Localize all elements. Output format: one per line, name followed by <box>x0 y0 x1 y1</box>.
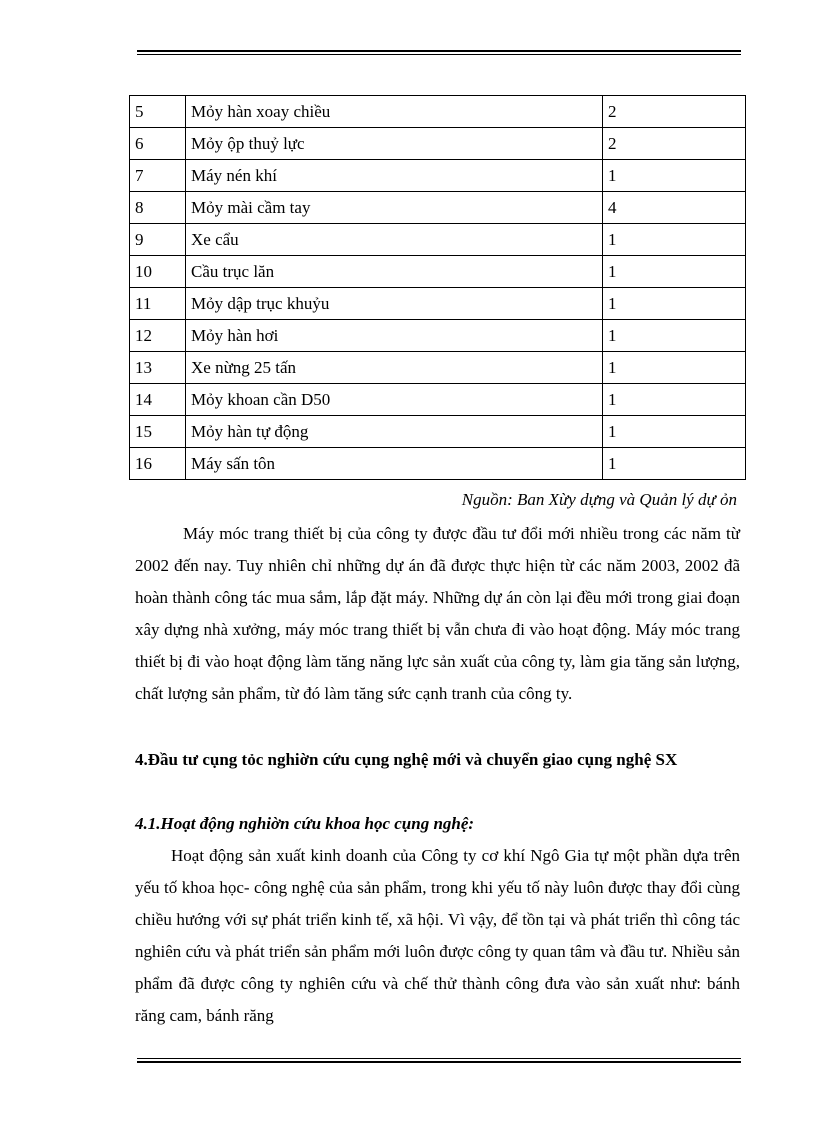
row-number-cell: 15 <box>130 416 186 448</box>
row-number-cell: 13 <box>130 352 186 384</box>
equipment-name-cell: Mỏy hàn hơi <box>186 320 603 352</box>
quantity-cell: 1 <box>603 384 746 416</box>
section-heading-4: 4.Đầu tư cụng tỏc nghiờn cứu cụng nghệ mới và chuyển giao cụng nghệ SX <box>135 750 678 769</box>
equipment-name-cell: Cầu trục lăn <box>186 256 603 288</box>
header-rule <box>137 50 741 55</box>
row-number-cell: 11 <box>130 288 186 320</box>
table-row <box>130 288 746 320</box>
table-row <box>130 224 746 256</box>
table-row <box>130 416 746 448</box>
quantity-cell: 1 <box>603 352 746 384</box>
table-row <box>130 128 746 160</box>
equipment-name-cell: Xe nừng 25 tấn <box>186 352 603 384</box>
table-row <box>130 320 746 352</box>
row-number-cell: 16 <box>130 448 186 480</box>
table-source-note: Nguồn: Ban Xừy dựng và Quản lý dự ỏn <box>461 490 737 509</box>
subsection-heading-4-1: 4.1.Hoạt động nghiờn cứu khoa học cụng nghệ: <box>135 814 475 833</box>
equipment-name-cell: Máy sấn tôn <box>186 448 603 480</box>
table-row <box>130 352 746 384</box>
equipment-table <box>129 95 746 480</box>
equipment-name-cell: Mỏy ộp thuỷ lực <box>186 128 603 160</box>
table-row <box>130 384 746 416</box>
table-row <box>130 192 746 224</box>
equipment-name-cell: Mỏy dập trục khuỷu <box>186 288 603 320</box>
row-number-cell: 7 <box>130 160 186 192</box>
table-row <box>130 160 746 192</box>
table-row <box>130 448 746 480</box>
quantity-cell: 2 <box>603 128 746 160</box>
quantity-cell: 1 <box>603 448 746 480</box>
row-number-cell: 14 <box>130 384 186 416</box>
row-number-cell: 6 <box>130 128 186 160</box>
quantity-cell: 1 <box>603 288 746 320</box>
quantity-cell: 2 <box>603 96 746 128</box>
equipment-name-cell: Mỏy mài cầm tay <box>186 192 603 224</box>
equipment-name-cell: Mỏy khoan cần D50 <box>186 384 603 416</box>
table-row <box>130 96 746 128</box>
equipment-table-body <box>130 96 746 480</box>
row-number-cell: 5 <box>130 96 186 128</box>
equipment-name-cell: Mỏy hàn tự động <box>186 416 603 448</box>
paragraph-research: Hoạt động sản xuất kinh doanh của Công ty cơ khí Ngô Gia tự một phần dựa trên yếu tố khoa học- công nghệ của sản phẩm, trong khi yếu tố này luôn được thay đổi cùng chiều hướng với sự phát triển kinh tế, xã hội. Vì vậy, để tồn tại và phát triển thì công tác nghiên cứu và phát triển sản phẩm mới luôn được công ty quan tâm và đầu tư. Nhiều sản phẩm đã được công ty nghiên cứu và chế thử thành công đưa vào sản xuất như: bánh răng cam, bánh răng <box>135 846 740 1025</box>
quantity-cell: 1 <box>603 160 746 192</box>
equipment-name-cell: Xe cẩu <box>186 224 603 256</box>
quantity-cell: 4 <box>603 192 746 224</box>
footer-rule <box>137 1058 741 1063</box>
equipment-name-cell: Máy nén khí <box>186 160 603 192</box>
row-number-cell: 10 <box>130 256 186 288</box>
row-number-cell: 8 <box>130 192 186 224</box>
equipment-name-cell: Mỏy hàn xoay chiều <box>186 96 603 128</box>
quantity-cell: 1 <box>603 224 746 256</box>
paragraph-equipment: Máy móc trang thiết bị của công ty được đầu tư đổi mới nhiều trong các năm từ 2002 đến nay. Tuy nhiên chỉ những dự án đã được thực hiện từ các năm 2003, 2002 đã hoàn thành công tác mua sắm, lắp đặt máy. Những dự án còn lại đều mới trong giai đoạn xây dựng nhà xưởng, máy móc trang thiết bị vẫn chưa đi vào hoạt động. Máy móc trang thiết bị đi vào hoạt động làm tăng năng lực sản xuất của công ty, làm gia tăng sản lượng, chất lượng sản phẩm, từ đó làm tăng sức cạnh tranh của công ty. <box>135 524 740 703</box>
quantity-cell: 1 <box>603 320 746 352</box>
quantity-cell: 1 <box>603 416 746 448</box>
row-number-cell: 12 <box>130 320 186 352</box>
quantity-cell: 1 <box>603 256 746 288</box>
row-number-cell: 9 <box>130 224 186 256</box>
table-row <box>130 256 746 288</box>
